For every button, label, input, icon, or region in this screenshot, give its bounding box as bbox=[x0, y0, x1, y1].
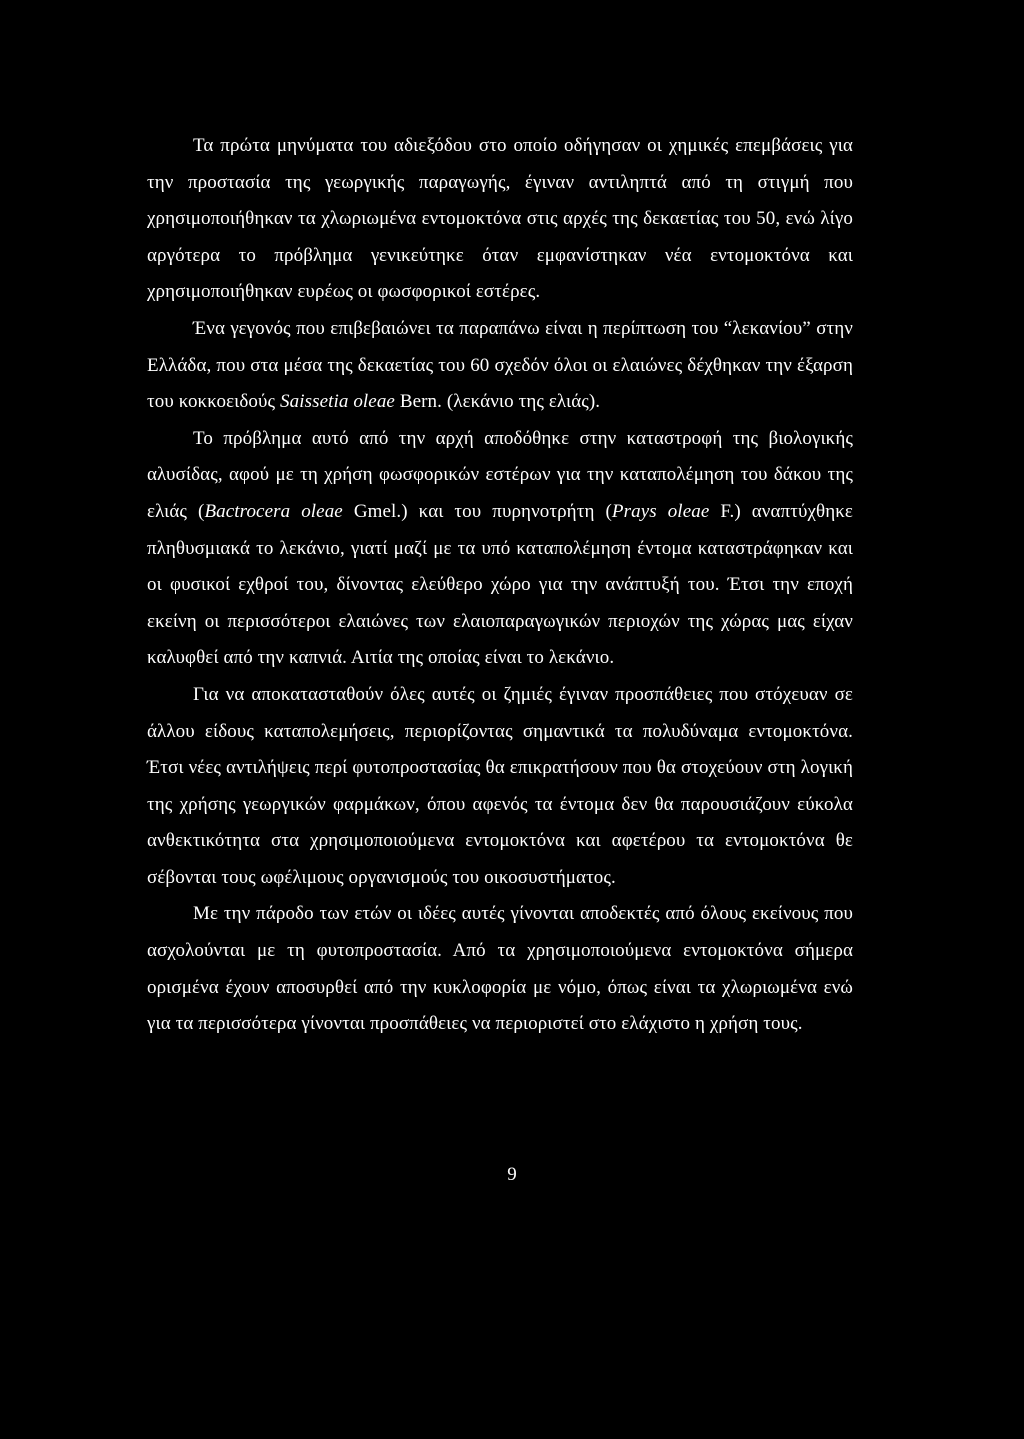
paragraph bbox=[147, 896, 853, 1042]
paragraph-text: Ένα γεγονός που επιβεβαιώνει τα παραπάνω είναι η περίπτωση του “λεκανίου” στην Ελλάδα, που στα μέσα της δεκαετίας του 60 σχεδόν όλοι οι ελαιώνες δέχθηκαν την έξαρση του κοκκοειδούς bbox=[147, 317, 853, 413]
paragraph bbox=[147, 677, 853, 897]
paragraph-text: Gmel.) και του πυρηνοτρήτη ( bbox=[342, 500, 612, 522]
paragraph-text: Το πρόβλημα αυτό από την αρχή αποδόθηκε στην καταστροφή της βιολογικής αλυσίδας, αφού με τη χρήση φωσφορικών εστέρων για την καταπολέμηση του δάκου της ελιάς ( bbox=[147, 427, 853, 522]
paragraph bbox=[147, 421, 853, 677]
species-name: Prays oleae bbox=[611, 500, 710, 522]
page-number: 9 bbox=[507, 1164, 517, 1185]
paragraph bbox=[147, 128, 853, 311]
paragraph-text: Τα πρώτα μηνύματα του αδιεξόδου στο οποίο οδήγησαν οι χημικές επεμβάσεις για την προστασία της γεωργικής παραγωγής, έγιναν αντιληπτά από τη στιγμή που χρησιμοποιήθηκαν τα χλωριωμένα εντομοκτόνα στις αρχές της δεκαετίας του 50, ενώ λίγο αργότερα το πρόβλημα γενικεύτηκε όταν εμφανίστηκαν νέα εντομοκτόνα και χρησιμοποιήθηκαν ευρέως οι φωσφορικοί εστέρες. bbox=[147, 135, 853, 303]
paragraph bbox=[147, 311, 853, 421]
species-name: Bactrocera oleae bbox=[204, 500, 343, 522]
paragraph-text: F.) αναπτύχθηκε πληθυσμιακά το λεκάνιο, γιατί μαζί με τα υπό καταπολέμηση έντομα καταστράφηκαν και οι φυσικοί εχθροί του, δίνοντας ελεύθερο χώρο για την ανάπτυξή του. Έτσι την εποχή εκείνη οι περισσότεροι ελαιώνες των ελαιοπαραγωγικών περιοχών της χώρας μας είχαν καλυφθεί από την καπνιά. Αιτία της οποίας είναι το λεκάνιο. bbox=[147, 500, 853, 669]
species-name: Saissetia oleae bbox=[280, 391, 395, 413]
paragraph-text: Με την πάροδο των ετών οι ιδέες αυτές γίνονται αποδεκτές από όλους εκείνους που ασχολούνται με τη φυτοπροστασία. Από τα χρησιμοποιούμενα εντομοκτόνα σήμερα ορισμένα έχουν αποσυρθεί από την κυκλοφορία με νόμο, όπως είναι τα χλωριωμένα ενώ για τα περισσότερα γίνονται προσπάθειες να περιοριστεί στο ελάχιστο η χρήση τους. bbox=[147, 903, 853, 1035]
paragraph-text: Για να αποκατασταθούν όλες αυτές οι ζημιές έγιναν προσπάθειες που στόχευαν σε άλλου είδους καταπολεμήσεις, περιορίζοντας σημαντικά τα πολυδύναμα εντομοκτόνα. Έτσι νέες αντιλήψεις περί φυτοπροστασίας θα επικρατήσουν που θα στοχεύουν στη λογική της χρήσης γεωργικών φαρμάκων, όπου αφενός τα έντομα δεν θα παρουσιάζουν εύκολα ανθεκτικότητα στα χρησιμοποιούμενα εντομοκτόνα και αφετέρου τα εντομοκτόνα θε σέβονται τους ωφέλιμους οργανισμούς του οικοσυστήματος. bbox=[147, 683, 853, 888]
paragraph-text: Bern. (λεκάνιο της ελιάς). bbox=[394, 391, 601, 413]
body-text bbox=[147, 128, 853, 1043]
